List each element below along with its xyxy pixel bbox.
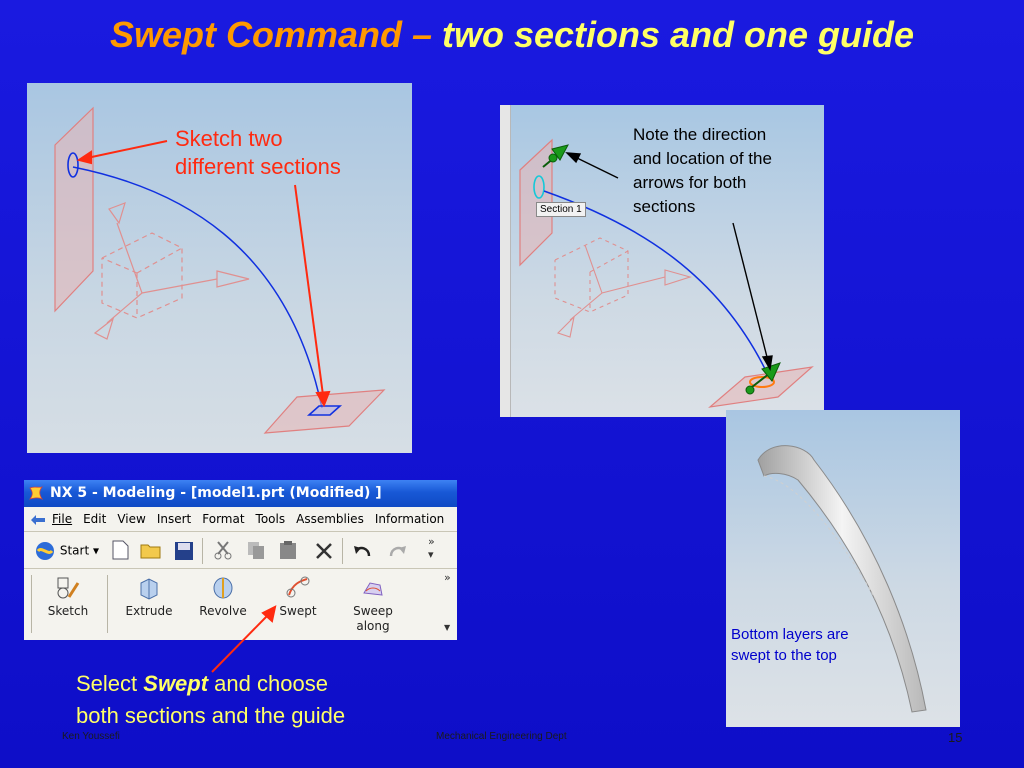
extrude-label: Extrude — [125, 604, 173, 618]
swept-label: Swept — [279, 604, 317, 618]
revolve-label: Revolve — [199, 604, 247, 618]
title-part-command: Swept Command – — [109, 14, 432, 55]
sketch-label: Sketch — [47, 604, 89, 618]
footer-page-number: 15 — [948, 730, 963, 745]
footer-department: Mechanical Engineering Dept — [436, 731, 567, 742]
note-line-2: and location of the — [633, 149, 772, 168]
section-label: Section 1 — [536, 202, 586, 217]
sweep-along-label-2: along — [356, 619, 390, 633]
nx-window-title: NX 5 - Modeling - [model1.prt (Modified) ] — [50, 485, 382, 501]
menu-format[interactable]: Format — [202, 512, 245, 526]
note-line-3: arrows for both — [633, 173, 747, 192]
annotation-line2: both sections and the guide — [76, 703, 346, 728]
menu-insert[interactable]: Insert — [156, 512, 192, 526]
sketch-annotation-line2: different sections — [175, 154, 341, 179]
annotation-suffix: and choose — [208, 671, 328, 696]
feature-toolbar-overflow-icon[interactable]: » — [444, 571, 451, 584]
note-line-1: Note the direction — [633, 125, 767, 144]
menu-information[interactable]: Information — [374, 512, 445, 526]
annotation-prefix: Select — [76, 671, 144, 696]
select-swept-annotation — [76, 668, 345, 732]
swept-annotation-line1: Bottom layers are — [731, 626, 849, 643]
title-part-subtitle: two sections and one guide — [432, 14, 915, 55]
menu-edit[interactable]: Edit — [83, 512, 107, 526]
annotation-emphasis: Swept — [143, 671, 209, 696]
swept-annotation-line2: swept to the top — [731, 647, 837, 664]
note-line-4: sections — [633, 197, 696, 216]
feature-toolbar-dropdown-icon[interactable]: ▼ — [444, 623, 451, 632]
start-button[interactable]: Start ▾ — [34, 540, 99, 562]
sketch-annotation-line1: Sketch two — [175, 126, 283, 151]
menu-view[interactable]: View — [117, 512, 146, 526]
sweep-along-label: Sweep — [353, 604, 393, 618]
footer-author: Ken Youssefi — [62, 731, 120, 742]
menu-tools[interactable]: Tools — [255, 512, 286, 526]
menu-file[interactable]: File — [52, 512, 73, 526]
start-label: Start — [59, 543, 90, 558]
toolbar-overflow-chevron-icon[interactable]: » ▾ — [428, 535, 435, 561]
menu-assemblies[interactable]: Assemblies — [296, 512, 364, 526]
